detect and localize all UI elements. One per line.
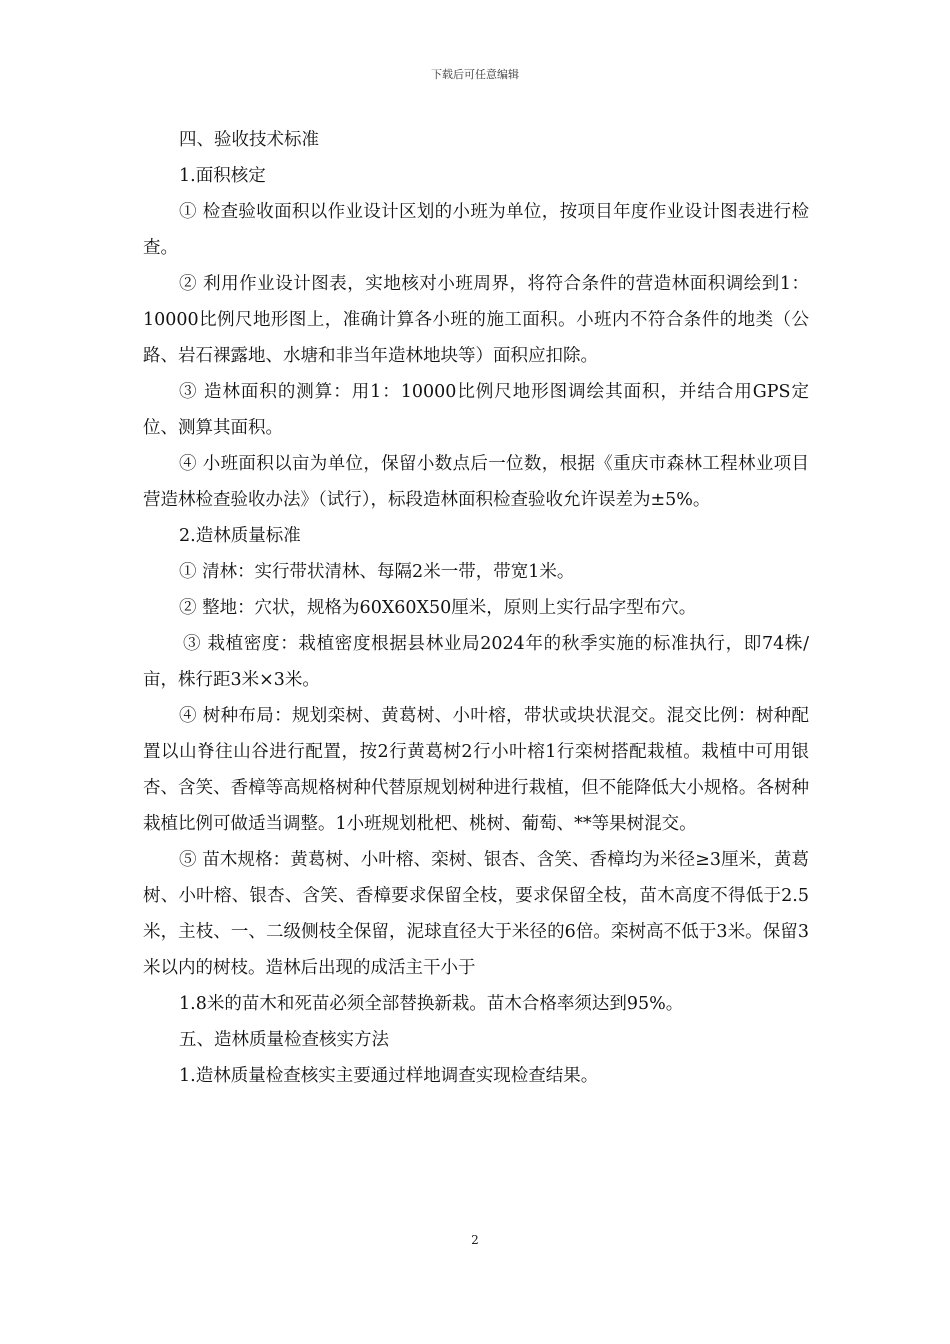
page-number: 2 bbox=[471, 1233, 479, 1247]
page-header: 下载后可任意编辑 bbox=[431, 68, 519, 81]
paragraph-5: ③ 造林面积的测算：用1：10000比例尺地形图调绘其面积，并结合用GPS定位、测算其面积。 bbox=[143, 382, 809, 438]
paragraph-1: 四、验收技术标准 bbox=[179, 130, 319, 150]
paragraph-15: 1.造林质量检查核实主要通过样地调查实现检查结果。 bbox=[179, 1066, 599, 1086]
paragraph-13: 1.8米的苗木和死苗必须全部替换新栽。苗木合格率须达到95%。 bbox=[179, 994, 684, 1014]
paragraph-11: ④ 树种布局：规划栾树、黄葛树、小叶榕，带状或块状混交。混交比例：树种配置以山脊往山谷进行配置，按2行黄葛树2行小叶榕1行栾树搭配栽植。栽植中可用银杏、含笑、香樟等高规格树种代替原规划树种进行栽植，但不能降低大小规格。各树种栽植比例可做适当调整。1小班规划枇杷、桃树、葡萄、**等果树混交。 bbox=[143, 706, 809, 834]
paragraph-3: ① 检查验收面积以作业设计区划的小班为单位，按项目年度作业设计图表进行检查。 bbox=[143, 202, 809, 258]
paragraph-10: ③ 栽植密度：栽植密度根据县林业局2024年的秋季实施的标准执行，即74株/亩，株行距3米×3米。 bbox=[143, 634, 809, 690]
paragraph-14: 五、造林质量检查核实方法 bbox=[179, 1030, 389, 1050]
paragraph-8: ① 清林：实行带状清林、每隔2米一带，带宽1米。 bbox=[179, 562, 575, 582]
document-body bbox=[143, 122, 809, 1094]
paragraph-4: ② 利用作业设计图表，实地核对小班周界，将符合条件的营造林面积调绘到1：10000比例尺地形图上，准确计算各小班的施工面积。小班内不符合条件的地类（公路、岩石裸露地、水塘和非当年造林地块等）面积应扣除。 bbox=[143, 274, 809, 366]
paragraph-12: ⑤ 苗木规格：黄葛树、小叶榕、栾树、银杏、含笑、香樟均为米径≥3厘米，黄葛树、小叶榕、银杏、含笑、香樟要求保留全枝，要求保留全枝，苗木高度不得低于2.5米，主枝、一、二级侧枝全保留，泥球直径大于米径的6倍。栾树高不低于3米。保留3米以内的树枝。造林后出现的成活主干小于 bbox=[143, 850, 809, 978]
paragraph-6: ④ 小班面积以亩为单位，保留小数点后一位数，根据《重庆市森林工程林业项目营造林检查验收办法》（试行），标段造林面积检查验收允许误差为±5%。 bbox=[143, 454, 809, 510]
paragraph-2: 1.面积核定 bbox=[179, 166, 266, 186]
paragraph-7: 2.造林质量标准 bbox=[179, 526, 301, 546]
paragraph-9: ② 整地：穴状，规格为60X60X50厘米，原则上实行品字型布穴。 bbox=[179, 598, 697, 618]
